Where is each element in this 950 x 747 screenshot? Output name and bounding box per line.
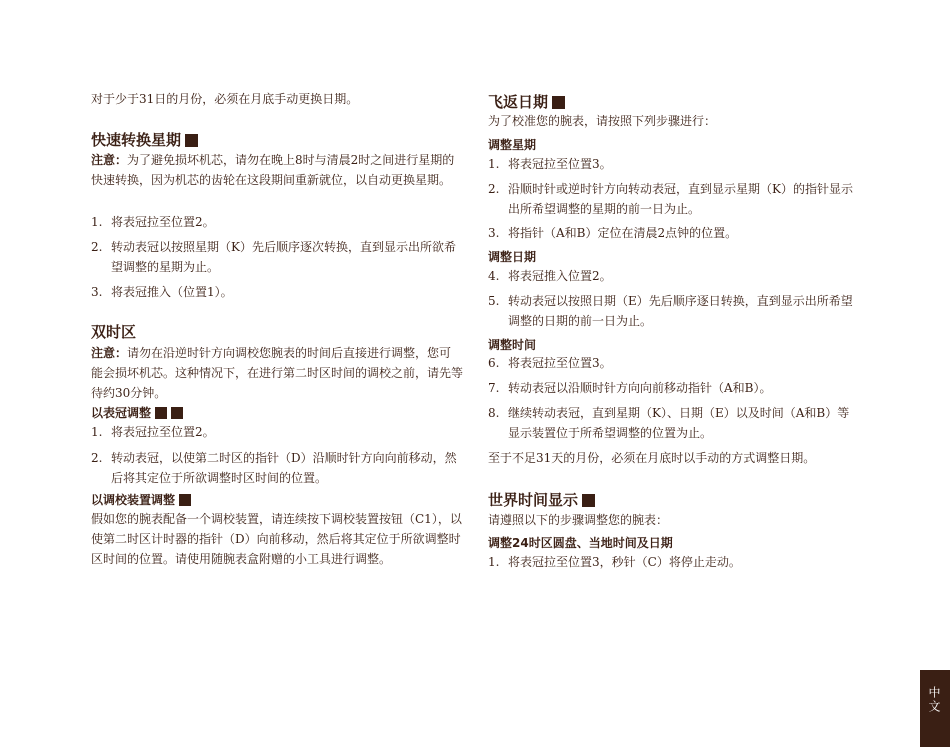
heading-text: 调整时间 (488, 338, 537, 352)
step-number: 2. (91, 240, 103, 254)
square-icon (552, 96, 565, 109)
step-number: 1. (91, 425, 103, 439)
intro-text: 对于少于31日的月份，必须在月底手动更换日期。 (91, 92, 359, 106)
step-number: 1. (488, 555, 500, 569)
heading-text: 快速转换星期 (91, 131, 182, 149)
step-number: 2. (488, 182, 500, 196)
note-text: 请勿在沿逆时针方向调校您腕表的时间后直接进行调整，您可能会损坏机芯。这种情况下，在进行第二时区时间的调校之前，请先等待约30分钟。 (91, 346, 464, 400)
heading-text: 调整日期 (488, 250, 537, 264)
heading-text: 以调校装置调整 (91, 493, 176, 507)
list-item (488, 223, 860, 243)
square-icon (582, 494, 595, 507)
list-item (91, 212, 463, 232)
step-text: 将指针（A和B）定位在清晨2点钟的位置。 (508, 226, 738, 240)
adjust-date-heading (488, 248, 860, 266)
list-item (488, 353, 860, 373)
step-text: 将表冠拉至位置3。 (508, 356, 612, 370)
list-item (91, 282, 463, 302)
device-adjust-heading (91, 491, 463, 509)
heading-text: 调整24时区圆盘、当地时间及日期 (488, 536, 673, 550)
step-text: 将表冠拉至位置2。 (111, 425, 215, 439)
note-label: 注意： (91, 346, 128, 360)
square-icon (185, 134, 198, 147)
list-item (488, 154, 860, 174)
language-tab[interactable] (920, 670, 950, 747)
note-label: 注意： (91, 153, 128, 167)
step-text: 转动表冠以沿顺时针方向向前移动指针（A和B）。 (508, 381, 772, 395)
step-text: 沿顺时针或逆时针方向转动表冠，直到显示星期（K）的指针显示出所希望调整的星期的前一日为止。 (508, 182, 853, 216)
list-item (488, 552, 860, 572)
heading-text: 飞返日期 (488, 93, 549, 111)
step-number: 8. (488, 406, 500, 420)
heading-text: 以表冠调整 (91, 406, 152, 420)
adjust-24h-heading (488, 534, 860, 552)
list-item (488, 378, 860, 398)
heading-text: 世界时间显示 (488, 491, 579, 509)
step-text: 转动表冠，以使第二时区的指针（D）沿顺时针方向向前移动，然后将其定位于所欲调整时区时间的位置。 (111, 451, 457, 485)
step-number: 6. (488, 356, 500, 370)
square-icon (171, 407, 183, 419)
language-tab-label: 中文 (927, 686, 941, 714)
flyback-intro: 为了校准您的腕表，请按照下列步骤进行： (488, 114, 717, 128)
step-text: 将表冠推入位置2。 (508, 269, 612, 283)
adjust-weekday-heading (488, 136, 860, 154)
world-time-intro: 请遵照以下的步骤调整您的腕表： (488, 513, 669, 527)
quick-weekday-note (91, 150, 463, 190)
step-number: 3. (91, 285, 103, 299)
list-item (488, 403, 860, 443)
square-icon (155, 407, 167, 419)
list-item (488, 291, 860, 331)
step-text: 将表冠拉至位置3，秒针（C）将停止走动。 (508, 555, 741, 569)
adjust-time-heading (488, 336, 860, 354)
step-text: 将表冠推入（位置1）。 (111, 285, 233, 299)
step-text: 转动表冠以按照星期（K）先后顺序逐次转换，直到显示出所欲希望调整的星期为止。 (111, 240, 456, 274)
step-number: 1. (91, 215, 103, 229)
step-number: 5. (488, 294, 500, 308)
dual-time-note (91, 343, 463, 403)
dual-time-heading (91, 322, 463, 342)
heading-text: 调整星期 (488, 138, 537, 152)
list-item (488, 179, 860, 219)
step-number: 7. (488, 381, 500, 395)
world-time-heading (488, 490, 860, 510)
step-number: 4. (488, 269, 500, 283)
list-item (488, 266, 860, 286)
heading-text: 双时区 (91, 323, 137, 341)
step-text: 将表冠拉至位置3。 (508, 157, 612, 171)
crown-adjust-heading (91, 404, 463, 422)
list-item (91, 422, 463, 442)
list-item (91, 237, 463, 277)
list-item (91, 448, 463, 488)
step-number: 3. (488, 226, 500, 240)
flyback-outro: 至于不足31天的月份，必须在月底时以手动的方式调整日期。 (488, 451, 816, 465)
step-number: 2. (91, 451, 103, 465)
flyback-heading (488, 92, 860, 112)
step-text: 将表冠拉至位置2。 (111, 215, 215, 229)
device-adjust-text: 假如您的腕表配备一个调校装置，请连续按下调校装置按钮（C1），以使第二时区计时器的指针（D）向前移动，然后将其定位于所欲调整时区时间的位置。请使用随腕表盒附赠的小工具进行调整。 (91, 512, 462, 566)
step-number: 1. (488, 157, 500, 171)
square-icon (179, 494, 191, 506)
quick-weekday-heading (91, 130, 463, 150)
step-text: 转动表冠以按照日期（E）先后顺序逐日转换，直到显示出所希望调整的日期的前一日为止。 (508, 294, 853, 328)
note-text: 为了避免损坏机芯，请勿在晚上8时与清晨2时之间进行星期的快速转换，因为机芯的齿轮在这段期间重新就位，以自动更换星期。 (91, 153, 455, 187)
step-text: 继续转动表冠，直到星期（K）、日期（E）以及时间（A和B）等显示装置位于所希望调整的位置为止。 (508, 406, 850, 440)
